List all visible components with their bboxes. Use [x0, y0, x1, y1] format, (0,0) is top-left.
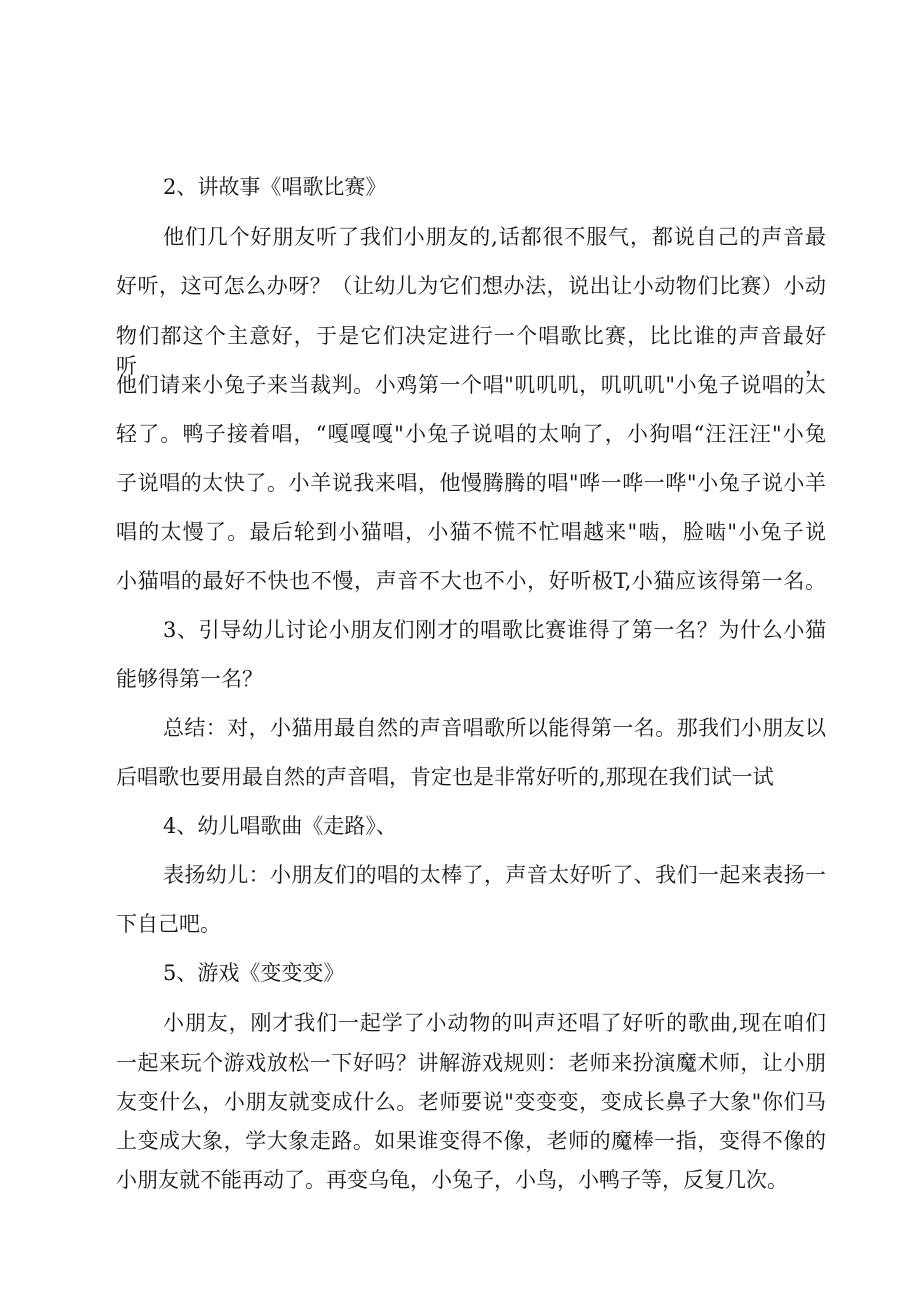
game-line: 小朋友，刚才我们一起学了小动物的叫声还唱了好听的歌曲,现在咱们 — [163, 1011, 826, 1035]
paragraph-line: 好听，这可怎么办呀？（让幼儿为它们想办法，说出让小动物们比赛）小动 — [116, 274, 826, 298]
game-line: 友变什么，小朋友就变成什么。老师要说"变变变，变成长鼻子大象"你们马 — [116, 1090, 826, 1114]
paragraph-line: 他们几个好朋友听了我们小朋友的,话都很不服气，都说自己的声音最 — [163, 225, 826, 249]
heading-step-3: 3、引导幼儿讨论小朋友们刚才的唱歌比赛谁得了第一名？为什么小猫 — [163, 618, 826, 642]
paragraph-line: 唱的太慢了。最后轮到小猫唱，小猫不慌不忙唱越来"啮，脸啮"小兔子说 — [116, 520, 826, 544]
game-line: 上变成大象，学大象走路。如果谁变得不像，老师的魔棒一指，变得不像的 — [116, 1129, 826, 1153]
heading-step-4: 4、幼儿唱歌曲《走路》、 — [163, 814, 397, 838]
game-line: 一起来玩个游戏放松一下好吗？讲解游戏规则：老师来扮演魔术师，让小朋 — [116, 1051, 826, 1075]
paragraph-line: 子说唱的太快了。小羊说我来唱，他慢腾腾的唱"哗一哗一哗"小兔子说小羊 — [116, 471, 826, 495]
paragraph-line: 轻了。鸭子接着唱，“嘎嘎嘎"小兔子说唱的太响了，小狗唱“汪汪汪"小兔 — [116, 422, 826, 446]
paragraph-line: 物们都这个主意好，于是它们决定进行一个唱歌比赛，比比谁的声音最好听， — [116, 324, 826, 378]
summary-line: 总结：对，小猫用最自然的声音唱歌所以能得第一名。那我们小朋友以 — [163, 716, 826, 740]
summary-line: 后唱歌也要用最自然的声音唱，肯定也是非常好听的,那现在我们试一试 — [116, 765, 774, 789]
praise-line: 下自己吧。 — [116, 912, 221, 936]
paragraph-line: 他们请来小兔子来当裁判。小鸡第一个唱"叽叽叽，叽叽叽"小兔子说唱的太 — [116, 373, 826, 397]
paragraph-line: 小猫唱的最好不快也不慢，声音不大也不小，好听极T,小猫应该得第一名。 — [116, 569, 826, 593]
heading-step-5: 5、游戏《变变变》 — [163, 961, 345, 985]
game-line: 小朋友就不能再动了。再变乌龟，小兔子，小鸟，小鸭子等，反复几次。 — [116, 1168, 788, 1192]
heading-step-2: 2、讲故事《唱歌比赛》 — [163, 175, 387, 199]
praise-line: 表扬幼儿：小朋友们的唱的太棒了，声音太好听了、我们一起来表扬一 — [163, 863, 826, 887]
paragraph-line: 能够得第一名？ — [116, 667, 263, 691]
